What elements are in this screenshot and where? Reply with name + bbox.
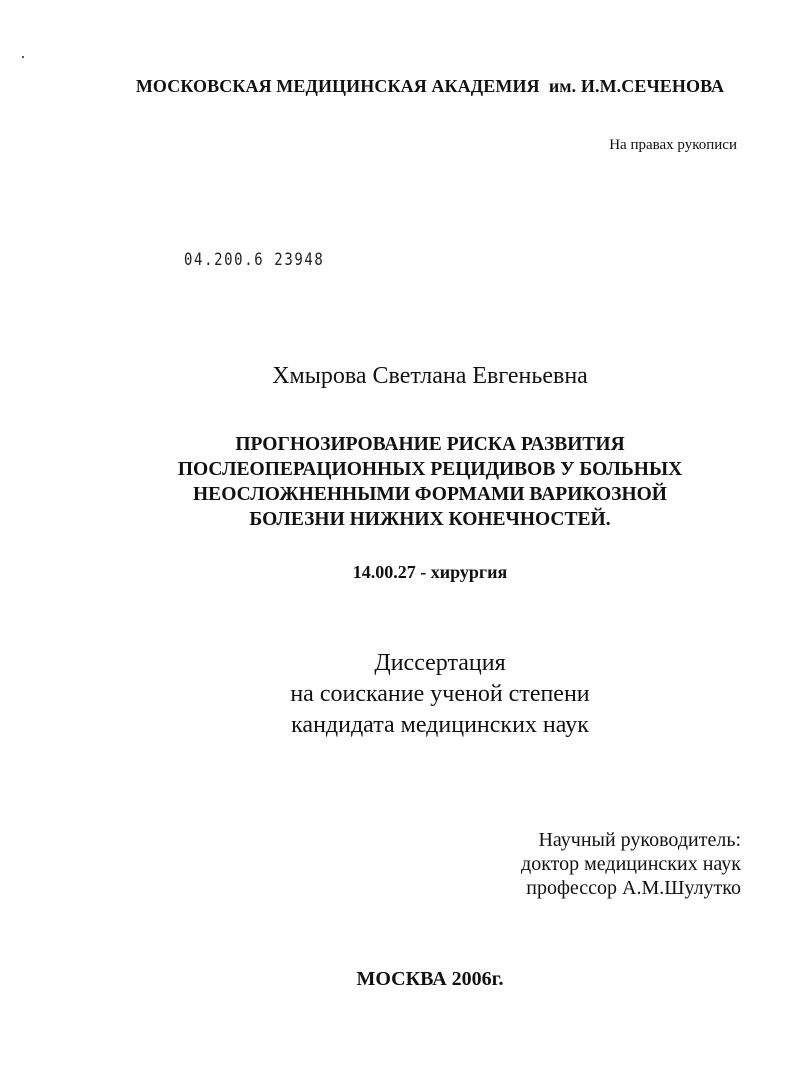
supervisor-line: профессор А.М.Шулутко — [526, 877, 741, 899]
manuscript-rights-note: На правах рукописи — [609, 137, 737, 153]
title-line: ПРОГНОЗИРОВАНИЕ РИСКА РАЗВИТИЯ — [235, 434, 625, 455]
supervisor-block — [521, 828, 741, 900]
dissertation-title — [0, 432, 791, 532]
degree-line: Диссертация — [374, 650, 506, 676]
scan-speck — [22, 56, 24, 58]
registry-stamp: 04.200.6 23948 — [184, 250, 325, 270]
title-line: НЕОСЛОЖНЕННЫМИ ФОРМАМИ ВАРИКОЗНОЙ — [193, 484, 667, 505]
degree-statement — [0, 648, 791, 741]
institution-name: МОСКОВСКАЯ МЕДИЦИНСКАЯ АКАДЕМИЯ им. И.М.СЕЧЕНОВА — [135, 76, 725, 96]
author-name: Хмырова Светлана Евгеньевна — [272, 363, 588, 389]
city-year: МОСКВА 2006г. — [356, 968, 504, 990]
supervisor-line: Научный руководитель: — [538, 829, 741, 851]
specialty-code: 14.00.27 - хирургия — [352, 562, 508, 582]
title-line: ПОСЛЕОПЕРАЦИОННЫХ РЕЦИДИВОВ У БОЛЬНЫХ — [177, 459, 683, 480]
degree-line: на соискание ученой степени — [290, 681, 590, 707]
degree-line: кандидата медицинских наук — [291, 712, 589, 738]
title-line: БОЛЕЗНИ НИЖНИХ КОНЕЧНОСТЕЙ. — [249, 509, 611, 530]
supervisor-line: доктор медицинских наук — [521, 853, 741, 875]
